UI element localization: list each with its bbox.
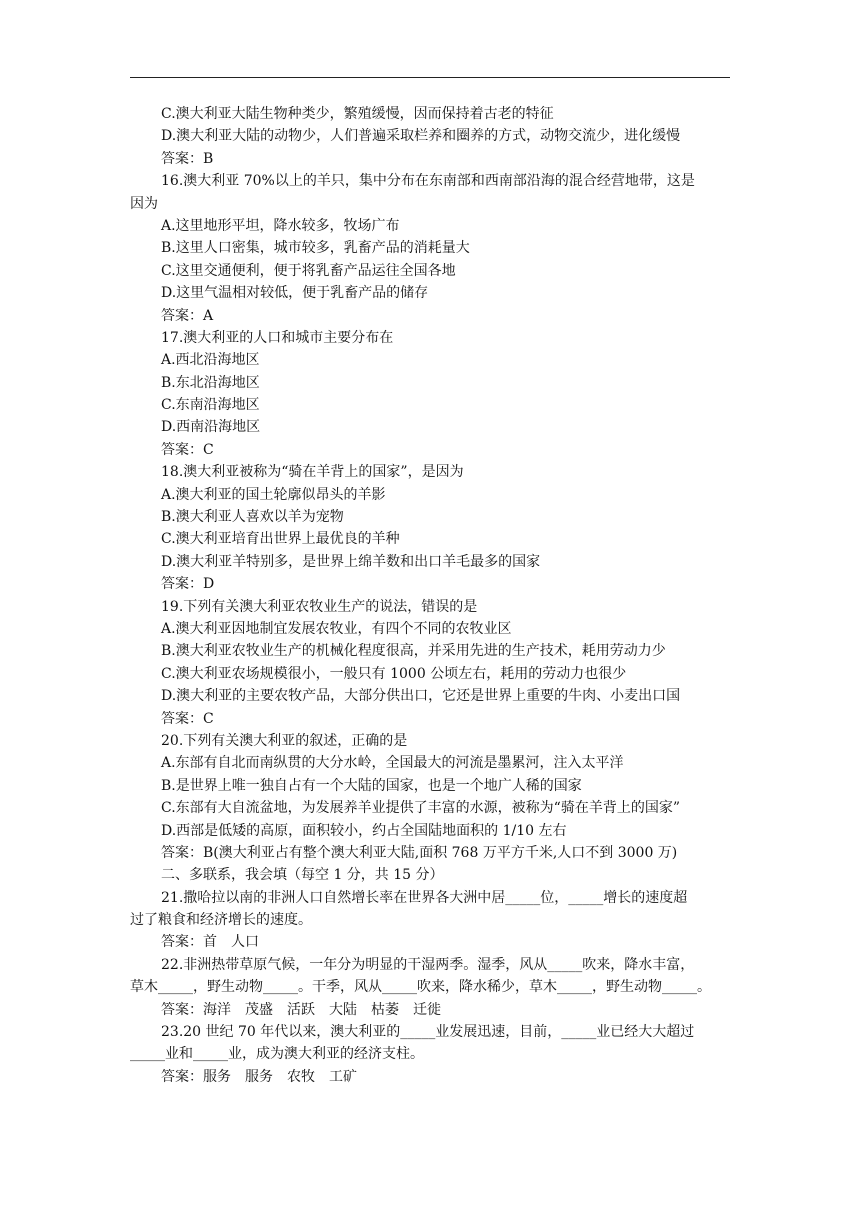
q15-answer: 答案：B bbox=[161, 150, 214, 167]
q23-stem: 23.20 世纪 70 年代以来，澳大利亚的_____业发展迅速，目前，_____业已经大大超过 bbox=[161, 1024, 695, 1041]
q20-option-d: D.西部是低矮的高原，面积较小，约占全国陆地面积的 1/10 左右 bbox=[161, 822, 567, 839]
q22-stem-cont: 草木_____，野生动物_____。干季，风从_____吹来，降水稀少，草木_____，野生动物_____。 bbox=[130, 979, 711, 996]
header-rule bbox=[130, 77, 730, 78]
q21-answer: 答案：首 人口 bbox=[161, 934, 259, 951]
q17-option-b: B.东北沿海地区 bbox=[161, 374, 260, 391]
q18-option-c: C.澳大利亚培育出世界上最优良的羊种 bbox=[161, 531, 400, 548]
q20-answer: 答案：B(澳大利亚占有整个澳大利亚大陆,面积 768 万平方千米,人口不到 3000 万) bbox=[161, 844, 678, 861]
q16-option-d: D.这里气温相对较低，便于乳畜产品的储存 bbox=[161, 285, 429, 302]
q17-answer: 答案：C bbox=[161, 441, 214, 458]
q16-option-a: A.这里地形平坦，降水较多，牧场广布 bbox=[161, 217, 400, 234]
q23-answer: 答案：服务 服务 农牧 工矿 bbox=[161, 1068, 357, 1085]
q18-option-b: B.澳大利亚人喜欢以羊为宠物 bbox=[161, 509, 344, 526]
q16-option-c: C.这里交通便利，便于将乳畜产品运往全国各地 bbox=[161, 262, 456, 279]
q22-stem: 22.非洲热带草原气候，一年分为明显的干湿两季。湿季，风从_____吹来，降水丰富， bbox=[161, 956, 695, 973]
q16-option-b: B.这里人口密集，城市较多，乳畜产品的消耗量大 bbox=[161, 240, 470, 257]
q20-option-a: A.东部有自北而南纵贯的大分水岭，全国最大的河流是墨累河，注入太平洋 bbox=[161, 755, 624, 772]
q19-option-d: D.澳大利亚的主要农牧产品，大部分供出口，它还是世界上重要的牛肉、小麦出口国 bbox=[161, 688, 681, 705]
q22-answer: 答案：海洋 茂盛 活跃 大陆 枯萎 迁徙 bbox=[161, 1001, 441, 1018]
q20-stem: 20.下列有关澳大利亚的叙述，正确的是 bbox=[161, 732, 408, 749]
q21-stem: 21.撒哈拉以南的非洲人口自然增长率在世界各大洲中居_____位，_____增长的速度超 bbox=[161, 889, 688, 906]
q18-option-a: A.澳大利亚的国土轮廓似昂头的羊影 bbox=[161, 486, 386, 503]
q16-stem: 16.澳大利亚 70%以上的羊只，集中分布在东南部和西南部沿海的混合经营地带，这是 bbox=[161, 173, 695, 190]
q17-stem: 17.澳大利亚的人口和城市主要分布在 bbox=[161, 329, 394, 346]
q17-option-c: C.东南沿海地区 bbox=[161, 397, 260, 414]
q18-answer: 答案：D bbox=[161, 576, 215, 593]
q19-option-c: C.澳大利亚农场规模很小，一般只有 1000 公顷左右，耗用的劳动力也很少 bbox=[161, 665, 627, 682]
q15-option-d: D.澳大利亚大陆的动物少，人们普遍采取栏养和圈养的方式，动物交流少，进化缓慢 bbox=[161, 128, 681, 145]
q20-option-c: C.东部有大自流盆地，为发展养羊业提供了丰富的水源，被称为“骑在羊背上的国家” bbox=[161, 800, 680, 817]
q19-option-a: A.澳大利亚因地制宜发展农牧业，有四个不同的农牧业区 bbox=[161, 620, 512, 637]
q18-stem: 18.澳大利亚被称为“骑在羊背上的国家”，是因为 bbox=[161, 464, 464, 481]
q20-option-b: B.是世界上唯一独自占有一个大陆的国家，也是一个地广人稀的国家 bbox=[161, 777, 582, 794]
q17-option-d: D.西南沿海地区 bbox=[161, 419, 261, 436]
document-body bbox=[130, 103, 730, 1088]
q15-option-c: C.澳大利亚大陆生物种类少，繁殖缓慢，因而保持着古老的特征 bbox=[161, 106, 554, 122]
q21-stem-cont: 过了粮食和经济增长的速度。 bbox=[130, 912, 312, 929]
q18-option-d: D.澳大利亚羊特别多，是世界上绵羊数和出口羊毛最多的国家 bbox=[161, 553, 541, 570]
q19-option-b: B.澳大利亚农牧业生产的机械化程度很高，并采用先进的生产技术，耗用劳动力少 bbox=[161, 643, 666, 660]
q19-stem: 19.下列有关澳大利亚农牧业生产的说法，错误的是 bbox=[161, 598, 478, 615]
section-two-heading: 二、多联系，我会填（每空 1 分，共 15 分） bbox=[161, 867, 444, 884]
q19-answer: 答案：C bbox=[161, 710, 214, 727]
q16-stem-cont: 因为 bbox=[130, 195, 158, 212]
q17-option-a: A.西北沿海地区 bbox=[161, 352, 260, 369]
q23-stem-cont: _____业和_____业，成为澳大利亚的经济支柱。 bbox=[130, 1046, 424, 1063]
q16-answer: 答案：A bbox=[161, 307, 214, 324]
